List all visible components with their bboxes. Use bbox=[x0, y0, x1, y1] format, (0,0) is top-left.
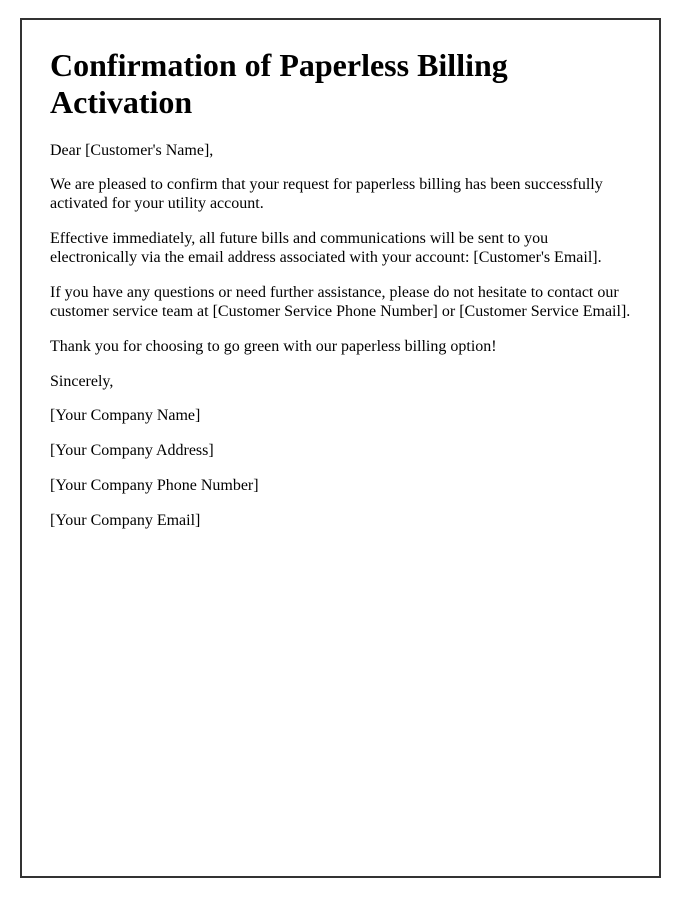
signature-line: [Your Company Email] bbox=[50, 512, 201, 530]
body-paragraph: Thank you for choosing to go green with our paperless billing option! bbox=[50, 337, 497, 355]
body-paragraph: Effective immediately, all future bills and communications will be sent to you electronically via the email address associated with your account: [Customer's Email]. bbox=[50, 230, 602, 267]
body-paragraph: If you have any questions or need further assistance, please do not hesitate to contact our customer service team at [Customer Service Phone Number] or [Customer Service Email]. bbox=[50, 283, 631, 320]
letter-title: Confirmation of Paperless Billing Activation bbox=[50, 47, 508, 120]
closing: Sincerely, bbox=[50, 372, 114, 390]
letter-document bbox=[20, 18, 661, 878]
signature-line: [Your Company Address] bbox=[50, 442, 214, 460]
body-paragraph: We are pleased to confirm that your request for paperless billing has been successfully activated for your utility account. bbox=[50, 176, 603, 213]
signature-line: [Your Company Name] bbox=[50, 407, 201, 425]
salutation: Dear [Customer's Name], bbox=[50, 141, 214, 159]
signature-line: [Your Company Phone Number] bbox=[50, 477, 259, 495]
